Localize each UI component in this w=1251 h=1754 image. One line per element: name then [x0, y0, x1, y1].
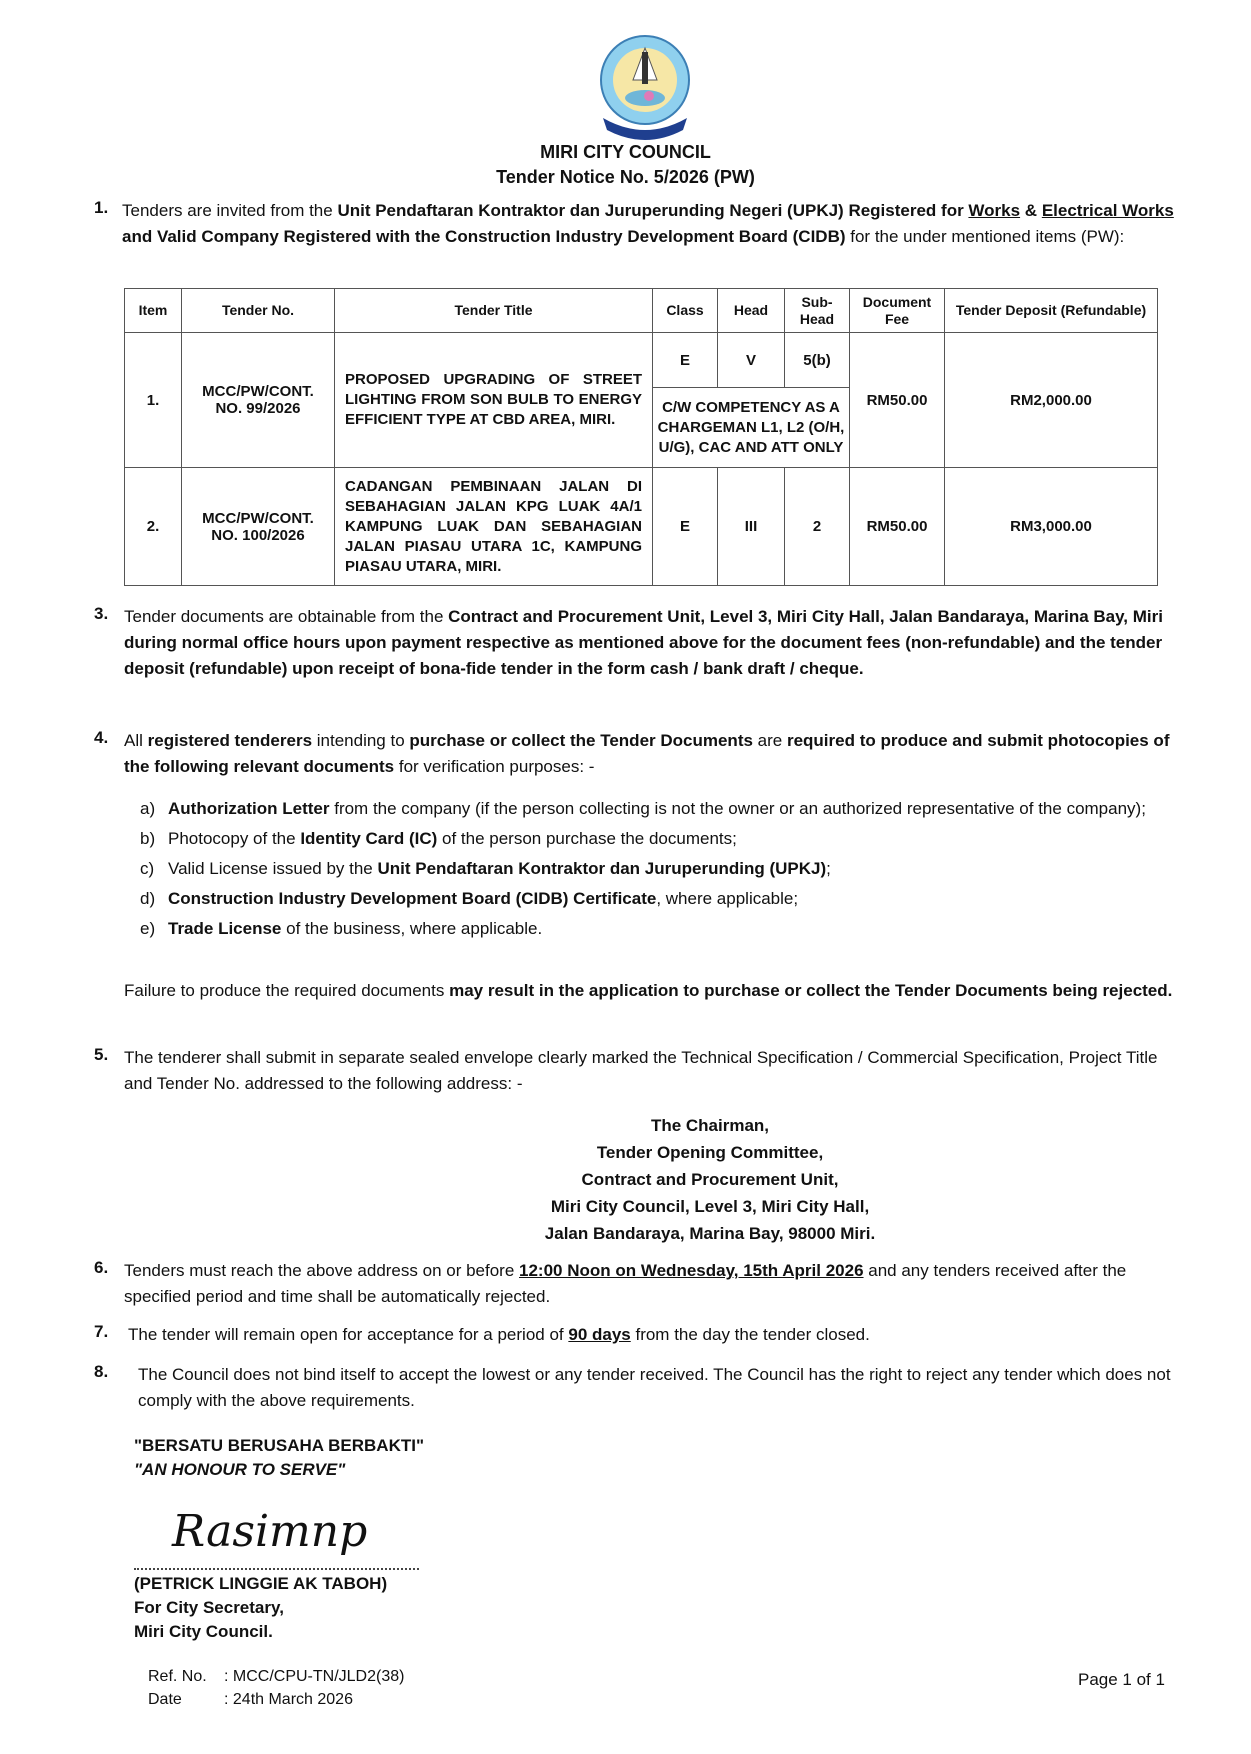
council-name: MIRI CITY COUNCIL [540, 142, 711, 162]
text-segment: may result in the application to purchase or collect the Tender Documents being rejected. [449, 981, 1173, 1000]
submission-address [440, 1112, 980, 1247]
item-number: 2. [125, 468, 182, 586]
text-segment: Construction Industry Development Board (CIDB) Certificate [168, 889, 657, 908]
text-segment: 12:00 Noon on Wednesday, 15th April 2026 [519, 1261, 864, 1280]
text-segment: and Valid Company Registered with the Construction Industry Development Board (CIDB) [122, 227, 846, 246]
list-label: a) [140, 799, 156, 818]
para-number: 3. [94, 604, 109, 623]
page-number: Page 1 of 1 [1078, 1670, 1165, 1689]
address-line: Contract and Procurement Unit, [581, 1170, 839, 1189]
para-4 [124, 728, 1174, 780]
para-6 [124, 1258, 1174, 1310]
subhead: 5(b) [785, 333, 850, 388]
list-label: e) [140, 919, 156, 938]
tender-table [124, 288, 1158, 586]
item-number: 1. [125, 333, 182, 468]
col-tender-no: Tender No. [182, 289, 335, 333]
text-segment: & [1020, 201, 1042, 220]
list-label: c) [140, 859, 155, 878]
text-segment: Electrical Works [1041, 201, 1174, 220]
para-5 [124, 1045, 1174, 1097]
class: E [653, 333, 718, 388]
ref-value: : MCC/CPU-TN/JLD2(38) [224, 1668, 405, 1685]
tender-deposit: RM3,000.00 [945, 468, 1158, 586]
signatory-org: Miri City Council. [134, 1622, 273, 1641]
para-number: 1. [94, 198, 109, 217]
text-segment: Tenders are invited from the [122, 201, 338, 220]
text-segment: registered tenderers [147, 731, 313, 750]
date-value: : 24th March 2026 [224, 1691, 353, 1708]
para-3 [124, 604, 1174, 682]
text-segment: for verification purposes: - [394, 757, 595, 776]
tender-number: MCC/PW/CONT. NO. 99/2026 [182, 333, 335, 468]
date-label: Date [148, 1691, 182, 1708]
text-segment: The Council does not bind itself to accept the lowest or any tender received. The Council has the right to reject any tender which does not comply with the above requirements. [138, 1365, 1171, 1410]
council-logo [585, 30, 705, 147]
motto-block [134, 1434, 424, 1482]
col-class: Class [653, 289, 718, 333]
text-segment: for the under mentioned items (PW): [845, 227, 1125, 246]
signatory-name: (PETRICK LINGGIE AK TABOH) [134, 1574, 388, 1593]
col-item: Item [125, 289, 182, 333]
list-item [168, 889, 798, 908]
reference-block [148, 1665, 404, 1711]
document-fee: RM50.00 [850, 468, 945, 586]
tender-number: MCC/PW/CONT. NO. 100/2026 [182, 468, 335, 586]
head: III [718, 468, 785, 586]
list-label: b) [140, 829, 156, 848]
address-line: Tender Opening Committee, [596, 1143, 824, 1162]
failure-note [124, 978, 1174, 1004]
para-number: 7. [94, 1322, 109, 1341]
head: V [718, 333, 785, 388]
notice-title: Tender Notice No. 5/2026 (PW) [496, 167, 755, 187]
tender-title: PROPOSED UPGRADING OF STREET LIGHTING FROM SON BULB TO ENERGY EFFICIENT TYPE AT CBD AREA, MIRI. [335, 333, 653, 468]
para-number: 5. [94, 1045, 109, 1064]
table-header-row [125, 289, 1158, 333]
signatory-role: For City Secretary, [134, 1598, 284, 1617]
text-segment: intending to [312, 731, 410, 750]
document-fee: RM50.00 [850, 333, 945, 468]
text-segment: purchase or collect the Tender Documents [409, 731, 753, 750]
text-segment: All [124, 731, 148, 750]
list-item [168, 829, 737, 848]
list-label: d) [140, 889, 156, 908]
motto-english: "AN HONOUR TO SERVE" [134, 1460, 346, 1479]
ref-label: Ref. No. [148, 1668, 207, 1685]
signature: Rasimnp [172, 1506, 368, 1557]
list-item [168, 799, 1146, 818]
text-segment: of the person purchase the documents; [437, 829, 737, 848]
address-line: Jalan Bandaraya, Marina Bay, 98000 Miri. [544, 1224, 876, 1243]
text-segment: from the company (if the person collecting is not the owner or an authorized representative of the company); [329, 799, 1146, 818]
text-segment: ; [826, 859, 831, 878]
address-line: The Chairman, [650, 1116, 770, 1135]
text-segment: Identity Card (IC) [300, 829, 438, 848]
text-segment: The tenderer shall submit in separate sealed envelope clearly marked the Technical Specification / Commercial Specification, Project Title and Tender No. addressed to the following address: - [124, 1048, 1158, 1093]
text-segment: Valid License issued by the [168, 859, 378, 878]
col-subhead: Sub-Head [785, 289, 850, 333]
col-document-fee: Document Fee [850, 289, 945, 333]
col-head: Head [718, 289, 785, 333]
text-segment: Contract and Procurement Unit, Level 3, Miri City Hall, Jalan Bandaraya, Marina Bay, Miri during normal office hours upon payment respective as mentioned above for the document fees (non-refundable) and the tender deposit (refundable) upon receipt of bona-fide tender in the form cash / bank draft / cheque. [124, 607, 1163, 678]
text-segment: of the business, where applicable. [281, 919, 543, 938]
para-number: 8. [94, 1362, 109, 1381]
text-segment: Unit Pendaftaran Kontraktor dan Juruperunding (UPKJ) [377, 859, 827, 878]
text-segment: 90 days [568, 1325, 631, 1344]
subhead: 2 [785, 468, 850, 586]
col-tender-title: Tender Title [335, 289, 653, 333]
tender-deposit: RM2,000.00 [945, 333, 1158, 468]
text-segment: are [752, 731, 787, 750]
table-row [125, 333, 1158, 388]
required-documents-list [140, 796, 1174, 942]
col-tender-deposit: Tender Deposit (Refundable) [945, 289, 1158, 333]
tender-title: CADANGAN PEMBINAAN JALAN DI SEBAHAGIAN JALAN KPG LUAK 4A/1 KAMPUNG LUAK DAN SEBAHAGIAN JALAN PIASAU UTARA 1C, KAMPUNG PIASAU UTARA, MIRI. [335, 468, 653, 586]
list-item [168, 919, 542, 938]
para-number: 4. [94, 728, 109, 747]
text-segment: The tender will remain open for acceptance for a period of [128, 1325, 569, 1344]
signature-line [134, 1506, 419, 1570]
text-segment: Unit Pendaftaran Kontraktor dan Juruperunding Negeri (UPKJ) Registered for [337, 201, 969, 220]
address-line: Miri City Council, Level 3, Miri City Hall, [550, 1197, 870, 1216]
text-segment: required to produce and submit photocopies of the following relevant documents [124, 731, 1170, 776]
text-segment: , where applicable; [656, 889, 799, 908]
text-segment: Failure to produce the required documents [124, 981, 450, 1000]
signatory-block [134, 1572, 387, 1644]
competency-note: C/W COMPETENCY AS A CHARGEMAN L1, L2 (O/H, U/G), CAC AND ATT ONLY [653, 388, 850, 468]
text-segment: Trade License [168, 919, 282, 938]
text-segment: Photocopy of the [168, 829, 301, 848]
list-item [168, 859, 831, 878]
text-segment: Authorization Letter [168, 799, 330, 818]
class: E [653, 468, 718, 586]
text-segment: Tenders must reach the above address on or before [124, 1261, 520, 1280]
text-segment: and any tenders received after the specified period and time shall be automatically rejected. [124, 1261, 1127, 1306]
text-segment: Tender documents are obtainable from the [124, 607, 449, 626]
motto: "BERSATU BERUSAHA BERBAKTI" [134, 1436, 425, 1455]
para-1 [122, 198, 1174, 250]
para-7 [128, 1322, 1174, 1348]
table-row [125, 468, 1158, 586]
text-segment: Works [968, 201, 1021, 220]
text-segment: from the day the tender closed. [630, 1325, 870, 1344]
para-8 [138, 1362, 1174, 1414]
para-number: 6. [94, 1258, 109, 1277]
